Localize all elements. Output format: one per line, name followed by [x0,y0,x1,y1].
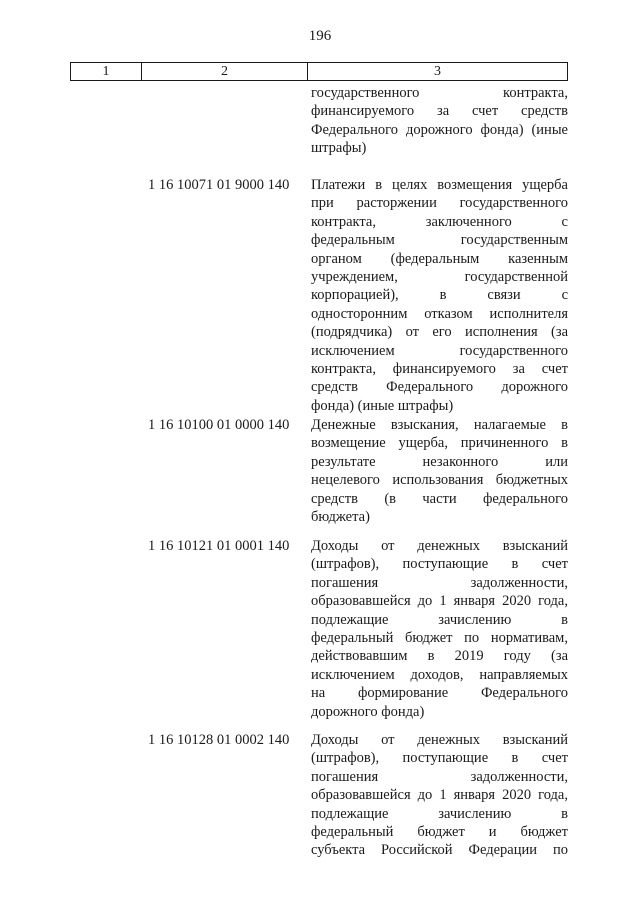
description-line: возмещение ущерба, причиненного в [311,435,568,452]
description-line: контракта, заключенного с [311,213,568,230]
table-row [0,84,640,176]
row-description [311,416,568,526]
table-header-col-1: 1 [71,63,142,80]
description-line: подлежащие зачислению в [311,805,568,822]
row-code: 1 16 10071 01 9000 140 [148,177,290,193]
description-line: фонда) (иные штрафы) [311,397,454,414]
table-body [0,84,640,871]
description-line: штрафы) [311,140,367,157]
description-line: корпорацией), в связи с [311,287,568,304]
description-line: органом (федеральным казенным [311,250,568,267]
row-description [311,731,568,860]
description-line: образовавшейся до 1 января 2020 года, [311,593,568,610]
description-line: исключением доходов, направляемых [311,666,568,683]
description-line: средств Федерального дорожного [311,379,568,396]
description-line: Доходы от денежных взысканий [311,538,568,554]
row-code: 1 16 10128 01 0002 140 [148,732,290,748]
table-row [0,537,640,731]
description-line: дорожного фонда) [311,703,425,720]
description-line: федеральный бюджет и бюджет [311,823,568,840]
description-line: погашения задолженности, [311,574,568,591]
description-line: федеральным государственным [311,232,568,249]
description-line: образовавшейся до 1 января 2020 года, [311,787,568,804]
description-line: финансируемого за счет средств [311,103,568,120]
row-description [311,84,568,158]
table-row [0,416,640,537]
table-header-col-3: 3 [434,63,441,79]
table-header-col-2: 2 [142,63,308,80]
description-line: (штрафов), поступающие в счет [311,750,568,767]
description-line: исключением государственного [311,342,568,359]
description-line: односторонним отказом исполнителя [311,305,568,322]
description-line: действовавшим в 2019 году (за [311,648,568,665]
description-line: Доходы от денежных взысканий [311,732,568,748]
description-line: средств (в части федерального [311,490,568,507]
row-code: 1 16 10121 01 0001 140 [148,538,290,554]
description-line: Денежные взыскания, налагаемые в [311,417,568,433]
description-line: субъекта Российской Федерации по [311,842,568,859]
page-number: 196 [308,28,332,44]
description-line: при расторжении государственного [311,195,568,212]
description-line: результате незаконного или [311,453,568,470]
description-line: контракта, финансируемого за счет [311,360,568,377]
description-line: на формирование Федерального [311,685,568,702]
row-code: 1 16 10100 01 0000 140 [148,417,290,433]
description-line: погашения задолженности, [311,768,568,785]
description-line: бюджета) [311,508,370,525]
description-line: учреждением, государственной [311,268,568,285]
description-line: нецелевого использования бюджетных [311,472,568,489]
row-description [311,176,568,415]
description-line: государственного контракта, [311,85,568,101]
description-line: Федерального дорожного фонда) (иные [311,121,568,138]
description-line: Платежи в целях возмещения ущерба [311,177,568,193]
description-line: федеральный бюджет по нормативам, [311,629,568,646]
table-row [0,731,640,871]
description-line: подлежащие зачислению в [311,611,568,628]
table-header [70,62,568,81]
table-row [0,176,640,416]
description-line: (штрафов), поступающие в счет [311,556,568,573]
row-description [311,537,568,721]
description-line: (подрядчика) от его исполнения (за [311,324,568,341]
